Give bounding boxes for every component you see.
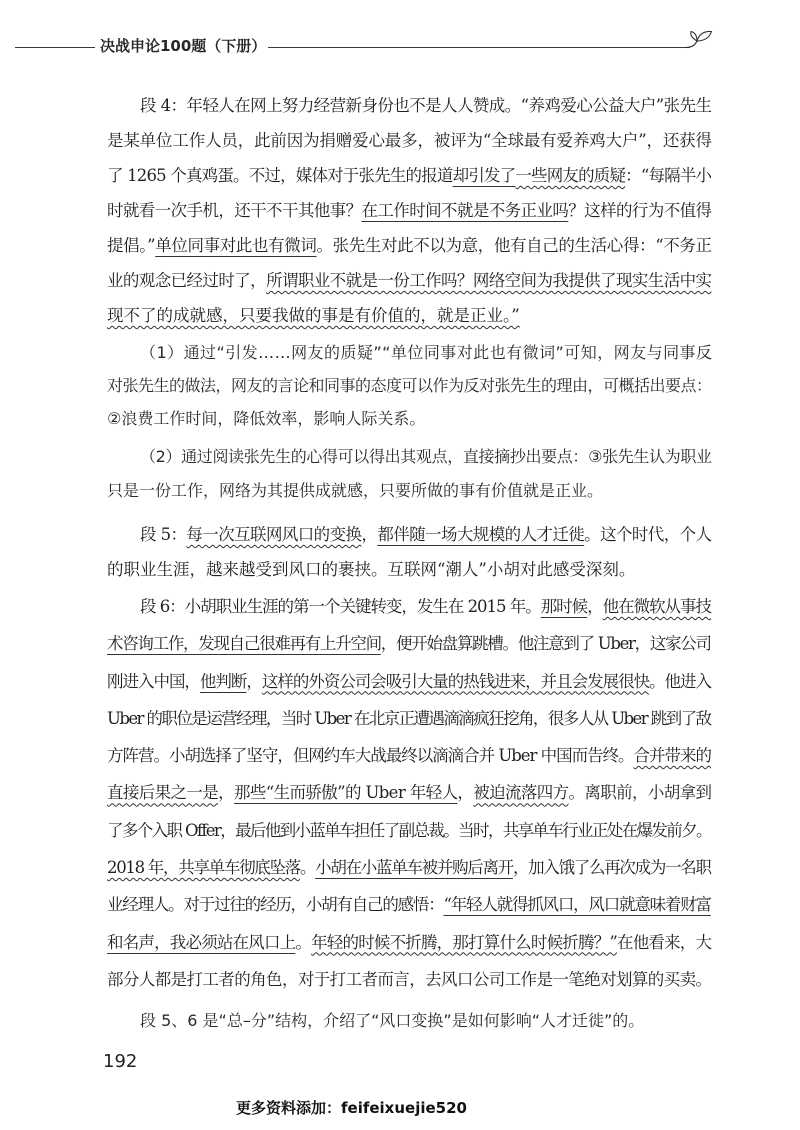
text-segment: 刚进入中国， [107, 671, 200, 691]
text-segment: 业经理人。对于过往的经历，小胡有自己的感悟： [107, 895, 444, 915]
wavy-underlined-text: 所谓职业不就是一份工作吗？网络空间为我提供了现实生活中实 [266, 271, 712, 290]
text-segment: 。离职前，小胡拿到 [568, 783, 712, 803]
text-line: ②浪费工作时间，降低效率，影响人际关系。 [107, 409, 426, 428]
wavy-underlined-text: 每一次互联网风口的变换 [186, 525, 362, 544]
paragraph-4 [107, 88, 712, 333]
wavy-underlined-text: 他在微软从事技 [602, 597, 711, 616]
wavy-underlined-text: 合并带来的 [633, 746, 711, 766]
sprout-icon [684, 26, 714, 52]
wavy-underlined-text: 现不了的成就感，只要我做的事是有价值的，就是正业。” [107, 306, 520, 325]
text-line: 段 5、6 是“总–分”结构，介绍了“风口变换”是如何影响“人才迁徙”的。 [140, 1011, 645, 1030]
wavy-underlined-text: 这样的外资公司会吸引大量的热钱进来，并且会发展很快 [261, 671, 650, 691]
underlined-text: 却引发了 [452, 166, 516, 185]
page-number: 192 [103, 1051, 138, 1072]
text-segment: 。他进入 [649, 671, 712, 691]
text-segment: ？这样的行为不值得 [568, 201, 712, 220]
text-line [140, 588, 712, 625]
text-line [107, 737, 712, 774]
text-line: （1）通过“引发……网友的质疑”“单位同事对此也有微词”可知，网友与同事反 [140, 343, 713, 362]
text-segment: 提倡。” [107, 236, 156, 255]
underlined-text: 术咨询工作，发现自己很难再有上升空间 [107, 634, 381, 654]
text-segment: ，加入饿了么再次成为一名职 [512, 858, 711, 878]
text-line [107, 263, 712, 298]
text-line [140, 517, 712, 552]
text-line [107, 886, 712, 923]
text-line: 了多个入职 Offer，最后他到小蓝单车担任了副总裁。当时，共享单车行业正处在爆发前夕。 [107, 820, 711, 840]
text-segment: 段 6：小胡职业生涯的第一个关键转变，发生在 2015 年。 [140, 597, 541, 616]
paragraph-5 [107, 517, 712, 587]
header-title: 决战申论100题（下册） [100, 37, 267, 55]
text-segment: 时就看一次手机，还干不干其他事？ [107, 201, 362, 220]
text-segment: 在他看来，大 [617, 932, 712, 952]
text-line [107, 193, 712, 228]
header-rule-right [268, 47, 690, 48]
text-line: （2）通过阅读张先生的心得可以得出其观点，直接摘抄出要点：③张先生认为职业 [140, 447, 712, 466]
text-segment: ，便开始盘算跳槽。他注意到了 Uber，这家公司 [380, 634, 711, 654]
wavy-underlined-text: 被迫流落四方 [473, 783, 569, 803]
paragraph-6 [107, 588, 712, 998]
wavy-underlined-text: 2018 年，共享单车彻底坠落 [107, 858, 300, 878]
underlined-text: 在工作时间不就是不务正业吗 [361, 201, 569, 220]
text-segment: ， [361, 525, 378, 544]
text-line: Uber 的职位是运营经理，当时 Uber 在北京正遭遇滴滴疯狂挖角，很多人从 Uber 跳到了敌 [107, 708, 711, 728]
underlined-text: 都伴随一场大规模的人才迁徙 [377, 525, 585, 544]
header-rule-left [15, 47, 95, 48]
text-line: 对张先生的做法，网友的言论和同事的态度可以作为反对张先生的理由，可概括出要点： [107, 376, 712, 395]
wavy-underlined-text: 直接后果之一是 [107, 783, 219, 803]
text-line [107, 924, 712, 961]
text-segment: 业的观念已经过时了， [107, 271, 267, 290]
text-segment: 段 5： [140, 525, 187, 544]
text-segment: 方阵营。小胡选择了坚守，但网约车大战最终以滴滴合并 Uber 中国而告终。 [107, 746, 634, 766]
text-line [107, 774, 712, 811]
text-line [107, 228, 712, 263]
text-segment: ， [457, 783, 474, 803]
text-line: 是某单位工作人员，此前因为捐赠爱心最多，被评为“全球最有爱养鸡大户”，还获得 [107, 131, 712, 150]
text-segment: 。这个时代，个人 [584, 525, 712, 544]
text-line [107, 298, 712, 333]
text-line: 部分人都是打工者的角色，对于打工者而言，去风口公司工作是一笔绝对划算的买卖。 [107, 969, 712, 989]
text-line [107, 849, 712, 886]
underlined-text: 单位同事对此也有微词 [155, 236, 317, 255]
text-segment: 了 1265 个真鸡蛋。不过，媒体对于张先生的报道 [107, 166, 453, 185]
text-line: 只是一份工作，网络为其提供成就感，只要所做的事有价值就是正业。 [107, 481, 604, 500]
note-2 [107, 440, 712, 508]
underlined-text: 和名声，我必须站在风口上 [107, 932, 296, 952]
underlined-text: 他判断 [199, 671, 247, 691]
footer-note: 更多资料添加：feifeixuejie520 [236, 1099, 467, 1117]
wavy-underlined-text: 一些网友的质疑 [515, 166, 626, 185]
wavy-underlined-text: 年轻的时候不折腾，那打算什么时候折腾？” [311, 932, 618, 952]
text-line: 段 4：年轻人在网上努力经营新身份也不是人人赞成。“养鸡爱心公益大户”张先生 [140, 96, 712, 115]
underlined-text: 那时候 [540, 597, 588, 616]
text-segment: ， [218, 783, 235, 803]
text-line [107, 625, 712, 662]
underlined-text: 小胡在小蓝单车被并购后离开 [315, 858, 513, 878]
text-segment: 。 [295, 932, 312, 952]
text-segment: 。张先生对此不以为意，他有自己的生活心得：“不务正 [316, 236, 712, 255]
text-line [107, 158, 712, 193]
text-line [107, 663, 712, 700]
text-segment: ：“每隔半小 [625, 166, 712, 185]
text-segment: ， [587, 597, 603, 616]
text-line: 的职业生涯，越来越受到风口的裹挟。互联网“潮人”小胡对此感受深刻。 [107, 560, 636, 579]
text-segment: ， [246, 671, 262, 691]
underlined-text: 那些“生而骄傲”的 Uber 年轻人 [234, 783, 458, 803]
underlined-text: “年轻人就得抓风口，风口就意味着财富 [443, 895, 711, 915]
summary-line [107, 1005, 712, 1037]
text-segment: 。 [299, 858, 316, 878]
note-1 [107, 336, 712, 435]
